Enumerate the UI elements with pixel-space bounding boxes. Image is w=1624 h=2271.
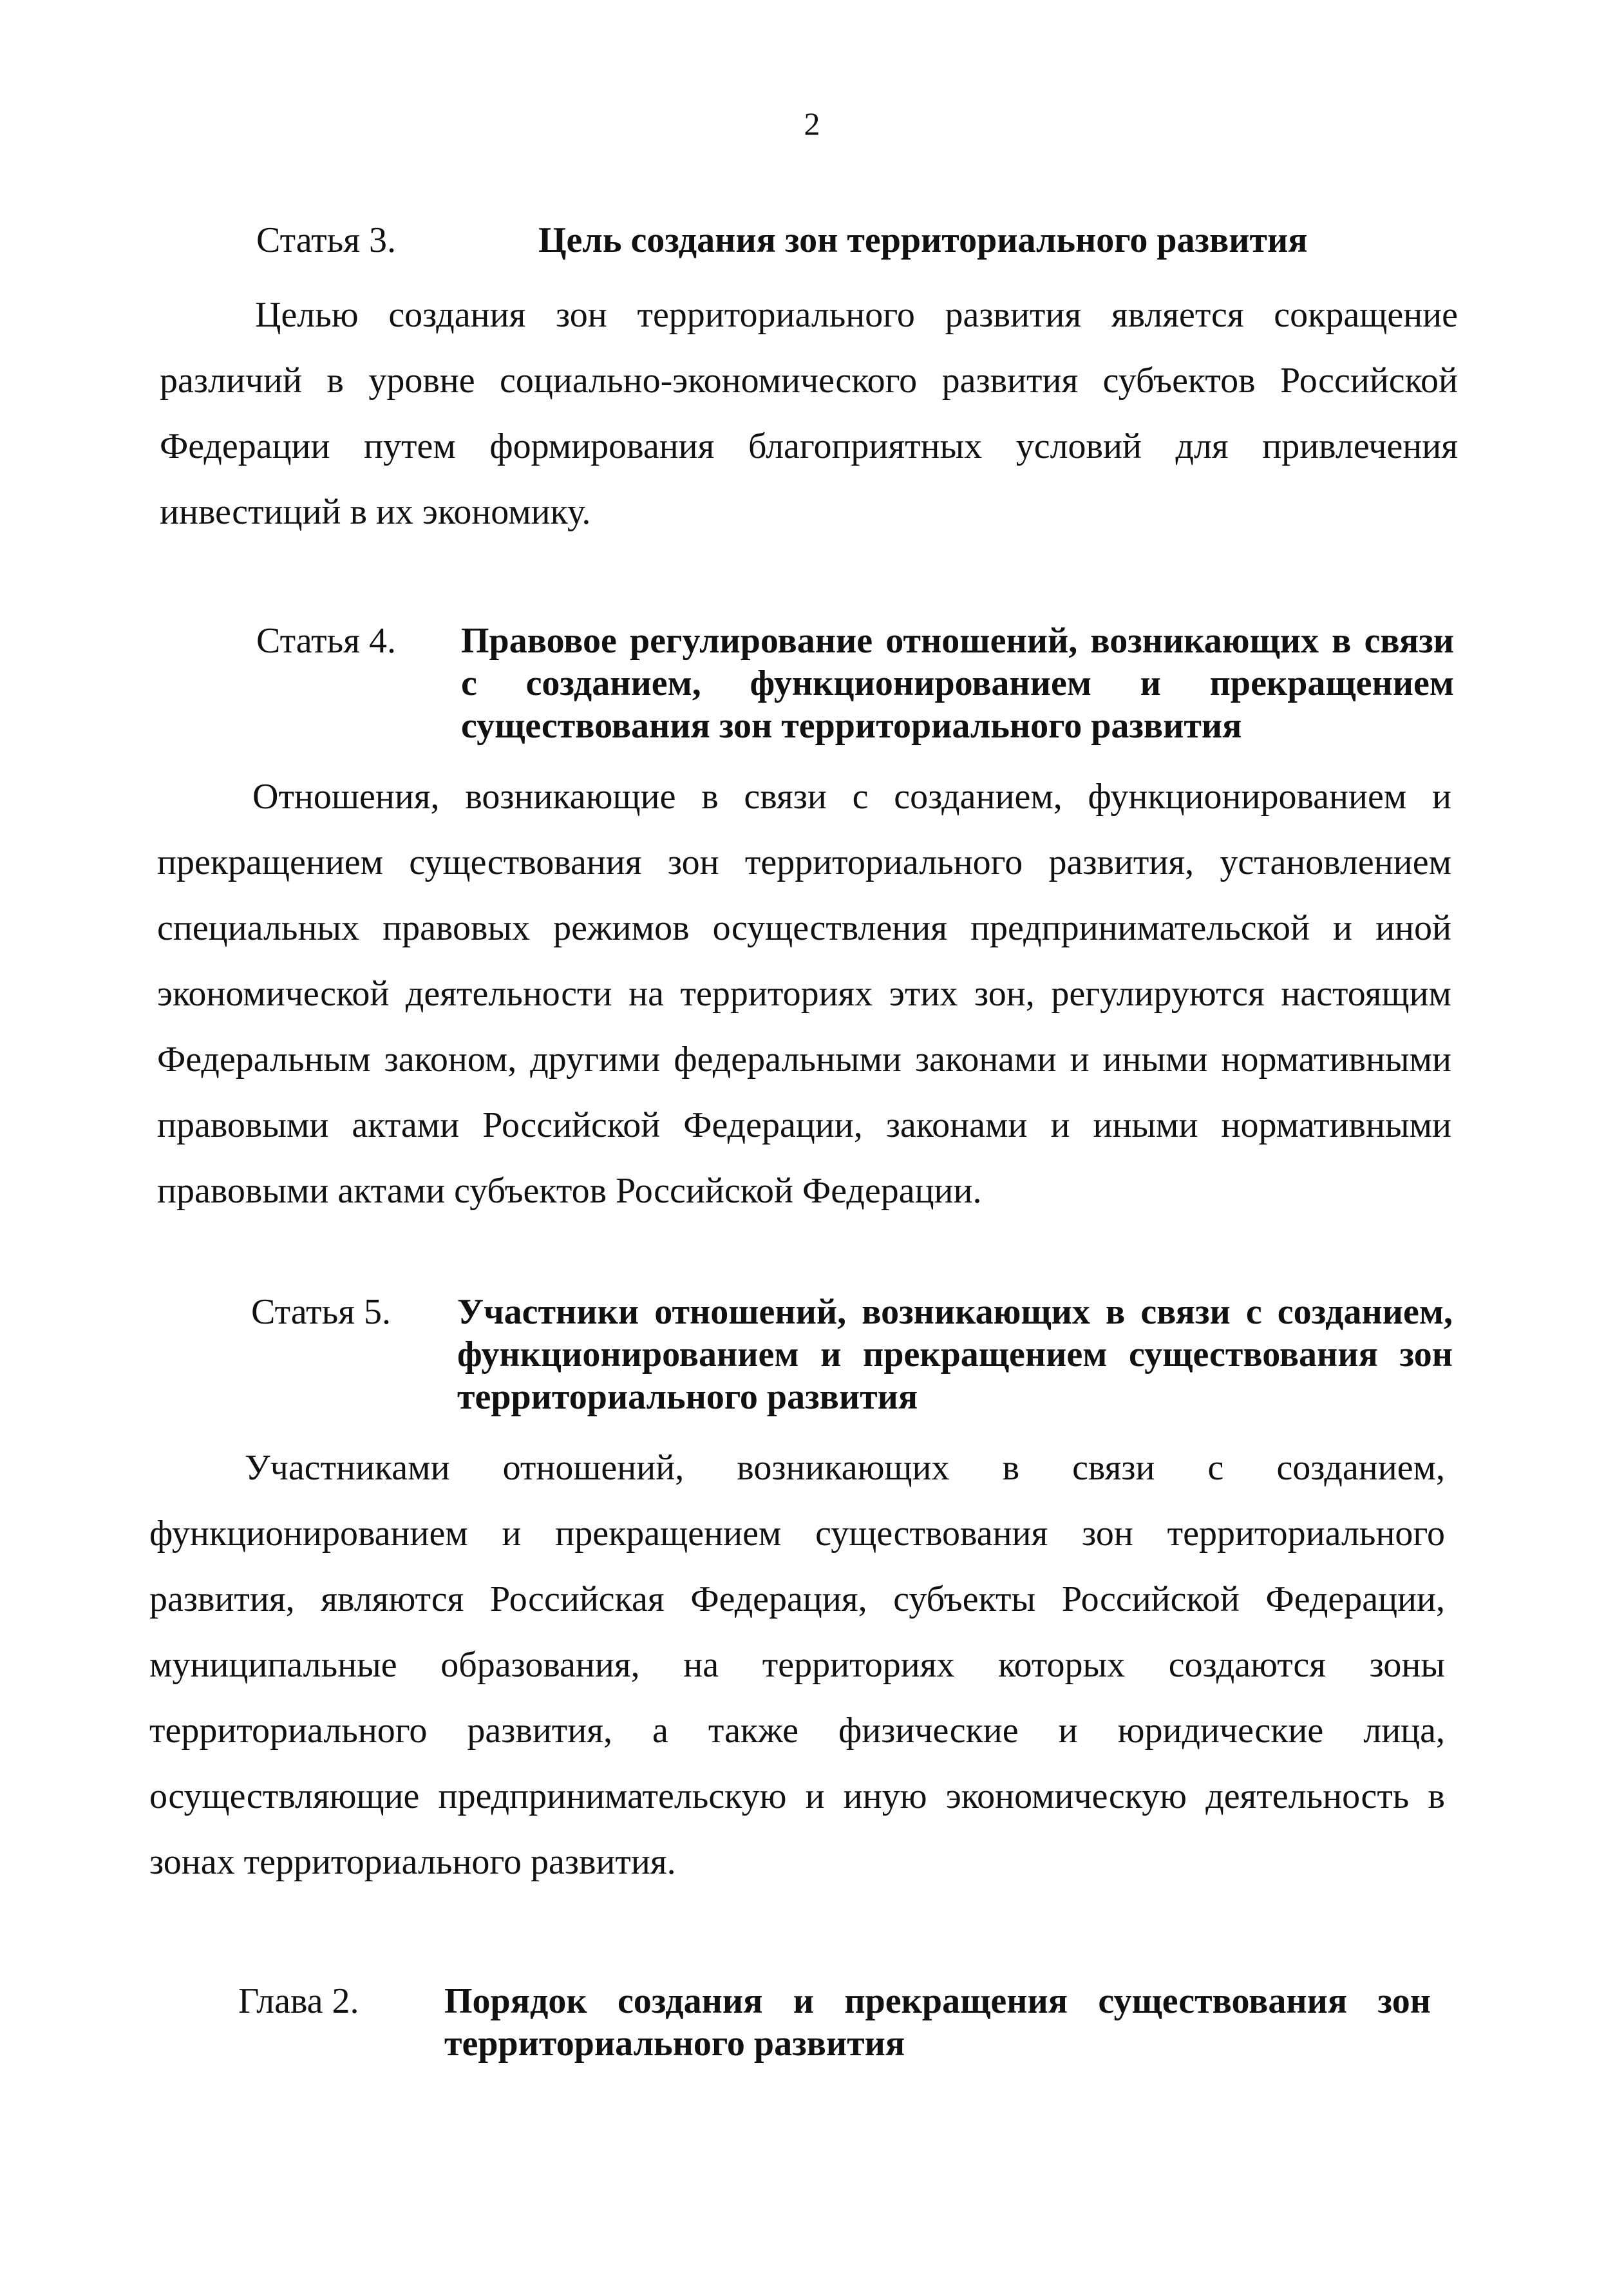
- article-5-title: Участники отношений, возникающих в связи с созданием, функционированием и прекращением существования зон территориального развития: [457, 1292, 1453, 1417]
- page-number: 2: [804, 106, 820, 142]
- article-4-title: Правовое регулирование отношений, возникающих в связи с созданием, функционированием и прекращением существования зон территориального развития: [461, 621, 1454, 746]
- article-3-title: Цель создания зон территориального развития: [538, 220, 1308, 260]
- article-4-heading: [256, 620, 1454, 748]
- article-5-text: Участниками отношений, возникающих в связи с созданием, функционированием и прекращением существования зон территориального развития, являются Российская Федерация, субъекты Российской Федерации, муниципальные образования, на территориях которых создаются зоны территориального развития, а также физические и юридические лица, осуществляющие предпринимательскую и иную экономическую деятельность в зонах территориального развития.: [149, 1448, 1445, 1882]
- chapter-2-heading: [238, 1980, 1436, 2070]
- article-5-label: Статья 5.: [251, 1292, 391, 1332]
- chapter-2-label: Глава 2.: [238, 1981, 359, 2021]
- chapter-2-title: Порядок создания и прекращения существования зон территориального развития: [444, 1981, 1431, 2064]
- article-4-text: Отношения, возникающие в связи с созданием, функционированием и прекращением существования зон территориального развития, установлением специальных правовых режимов осуществления предпринимательской и иной экономической деятельности на территориях этих зон, регулируются настоящим Федеральным законом, другими федеральными законами и иными нормативными правовыми актами Российской Федерации, законами и иными нормативными правовыми актами субъектов Российской Федерации.: [157, 777, 1451, 1211]
- article-3-text: Целью создания зон территориального развития является сокращение различий в уровне социально-экономического развития субъектов Российской Федерации путем формирования благоприятных условий для привлечения инвестиций в их экономику.: [160, 295, 1458, 532]
- article-5-heading: [251, 1291, 1453, 1420]
- article-3-label: Статья 3.: [256, 220, 396, 260]
- article-4-label: Статья 4.: [256, 621, 396, 661]
- article-3-heading: [256, 219, 1454, 271]
